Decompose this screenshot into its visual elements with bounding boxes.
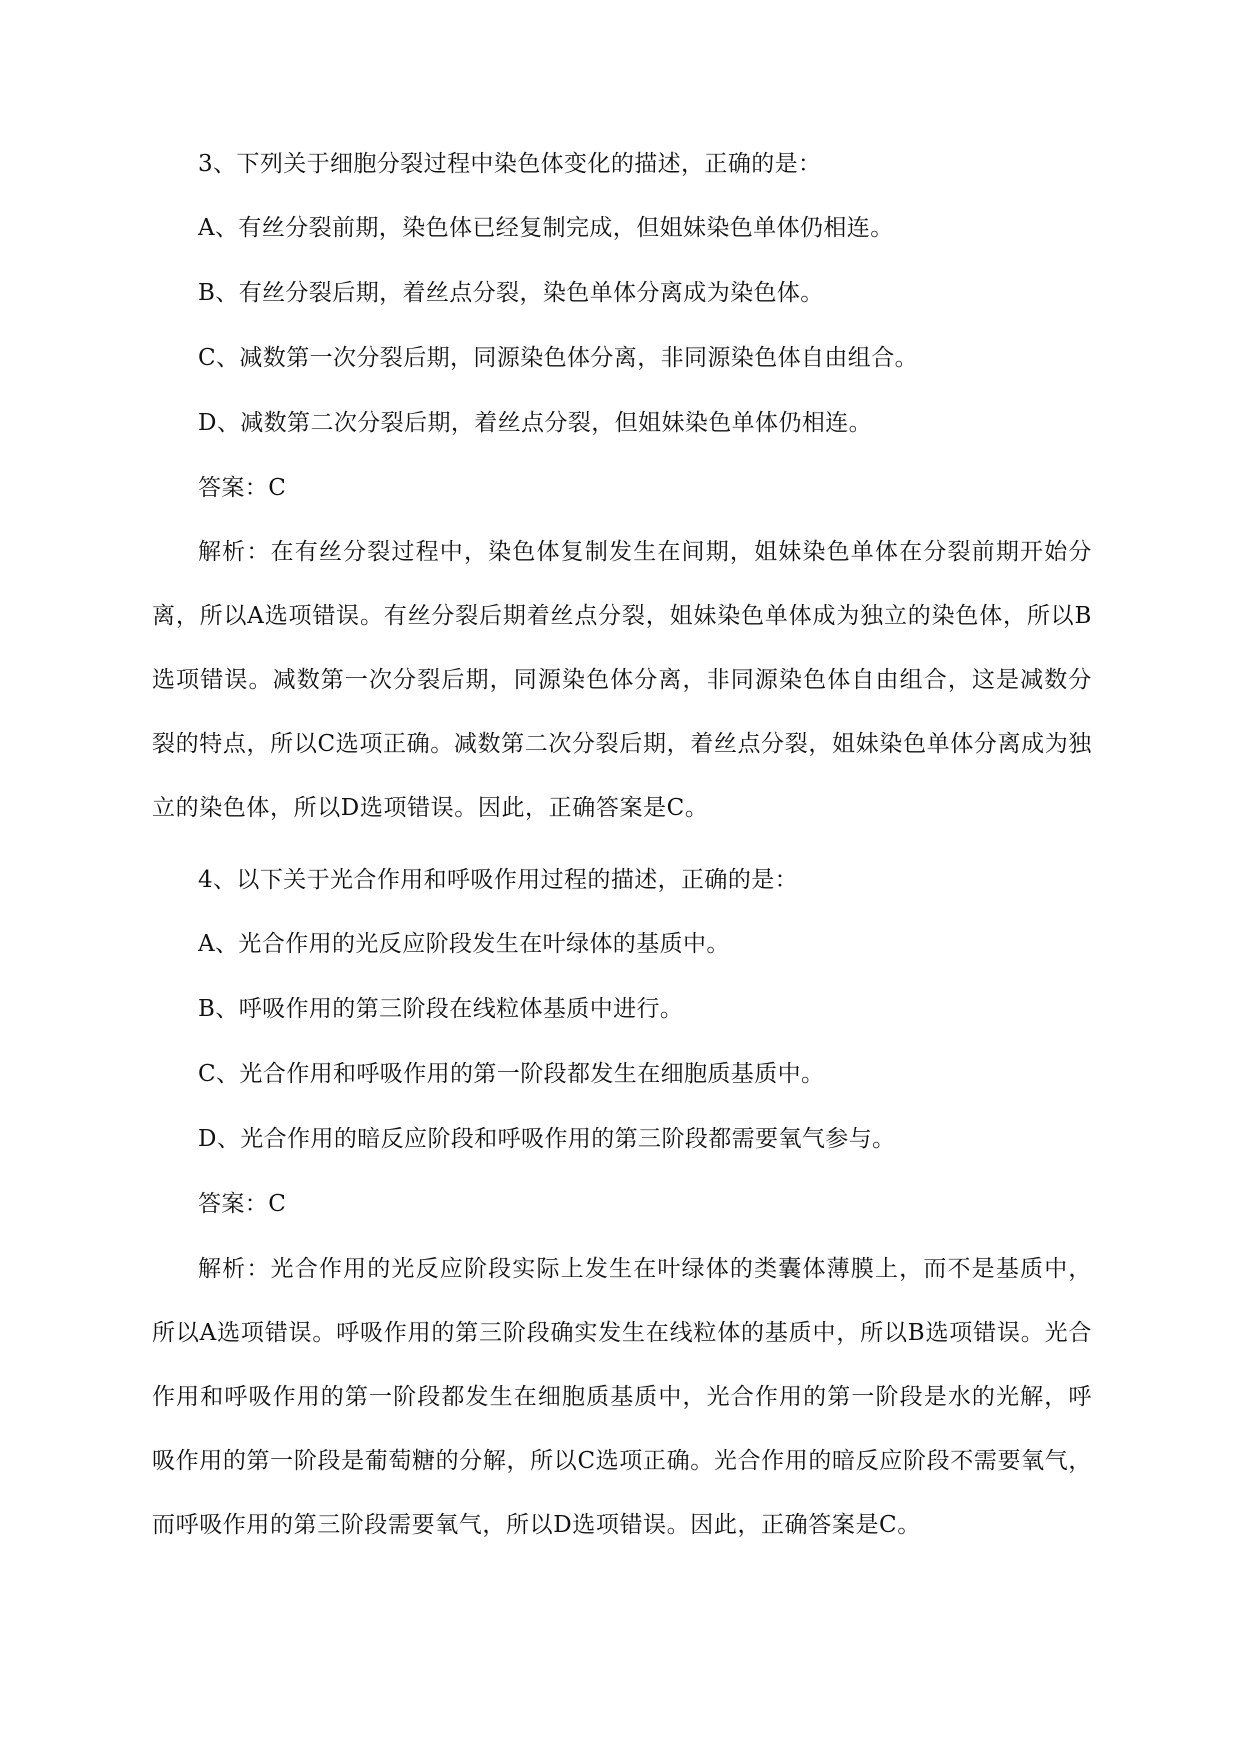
question-4-answer: 答案：C (198, 1191, 287, 1217)
question-3-option-a: A、有丝分裂前期，染色体已经复制完成，但姐妹染色单体仍相连。 (198, 215, 894, 241)
question-4-option-b: B、呼吸作用的第三阶段在线粒体基质中进行。 (198, 996, 684, 1022)
question-4-option-a: A、光合作用的光反应阶段发生在叶绿体的基质中。 (198, 931, 730, 957)
question-3-analysis: 解析：在有丝分裂过程中，染色体复制发生在间期，姐妹染色单体在分裂前期开始分离，所以A选项错误。有丝分裂后期着丝点分裂，姐妹染色单体成为独立的染色体，所以B选项错误。减数第一次分裂后期，同源染色体分离，非同源染色体自由组合，这是减数分裂的特点，所以C选项正确。减数第二次分裂后期，着丝点分裂，姐妹染色单体分离成为独立的染色体，所以D选项错误。因此，正确答案是C。 (152, 539, 1092, 821)
question-3-text: 3、下列关于细胞分裂过程中染色体变化的描述，正确的是： (198, 151, 822, 177)
question-3-option-d: D、减数第二次分裂后期，着丝点分裂，但姐妹染色单体仍相连。 (198, 410, 873, 436)
question-4-text: 4、以下关于光合作用和呼吸作用过程的描述，正确的是： (198, 867, 799, 893)
question-4-option-d: D、光合作用的暗反应阶段和呼吸作用的第三阶段都需要氧气参与。 (198, 1126, 896, 1152)
question-3-answer: 答案：C (198, 475, 287, 501)
question-4-option-c: C、光合作用和呼吸作用的第一阶段都发生在细胞质基质中。 (198, 1061, 825, 1087)
question-4-analysis: 解析：光合作用的光反应阶段实际上发生在叶绿体的类囊体薄膜上，而不是基质中，所以A选项错误。呼吸作用的第三阶段确实发生在线粒体的基质中，所以B选项错误。光合作用和呼吸作用的第一阶段都发生在细胞质基质中，光合作用的第一阶段是水的光解，呼吸作用的第一阶段是葡萄糖的分解，所以C选项正确。光合作用的暗反应阶段不需要氧气，而呼吸作用的第三阶段需要氧气，所以D选项错误。因此，正确答案是C。 (152, 1256, 1092, 1538)
question-3-option-c: C、减数第一次分裂后期，同源染色体分离，非同源染色体自由组合。 (198, 345, 918, 371)
question-3-option-b: B、有丝分裂后期，着丝点分裂，染色单体分离成为染色体。 (198, 280, 824, 306)
